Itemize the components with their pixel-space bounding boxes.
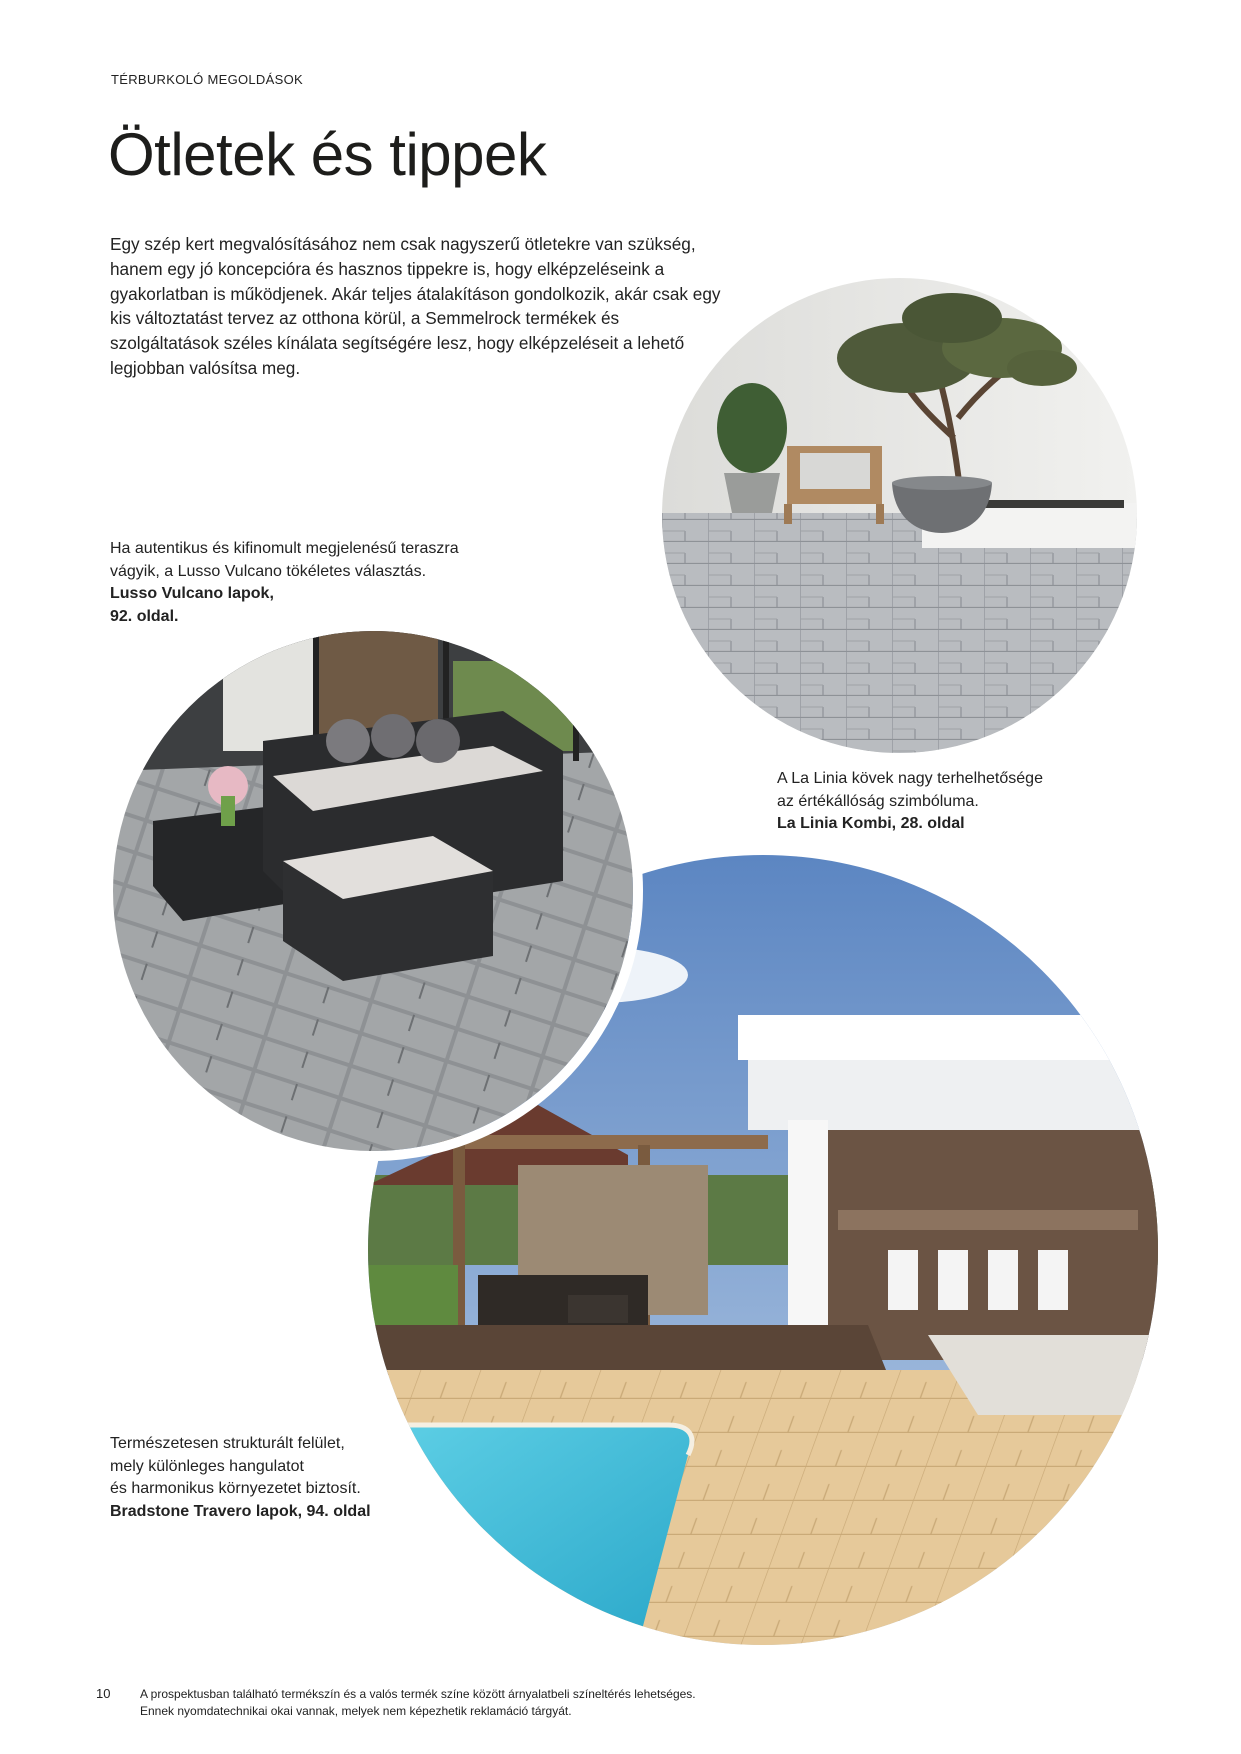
caption-la-linia [777,768,1097,836]
intro-paragraph: Egy szép kert megvalósításához nem csak nagyszerű ötletekre van szükség, hanem egy jó koncepcióra és hasznos tippekre is, hogy elképzeléseink a gyakorlatban is működjenek. Akár teljes átalakításon gondolkozik, akár csak egy kis változtatást tervez az otthona körül, a Semmelrock termékek és szolgáltatások széles kínálata segítségére lesz, hogy elképzeléseit a lehető legjobban valósítsa meg. [110,234,721,378]
caption-lusso-vulcano [110,538,510,628]
footer-disclaimer-line: Ennek nyomdatechnikai okai vannak, melyek nem képezhetik reklamáció tárgyát. [140,1704,572,1718]
caption-bradstone-travero [110,1433,450,1523]
footer-disclaimer-line: A prospektusban található termékszín és a valós termék színe között árnyalatbeli színeltérés lehetséges. [140,1687,696,1701]
caption-text-line: vágyik, a Lusso Vulcano tökéletes választás. [110,562,427,580]
lusso-vulcano-lounge-photo [103,621,643,1161]
la-linia-terrace-photo [662,278,1137,753]
caption-product-name: Lusso Vulcano lapok, [110,585,274,602]
caption-product-name: La Linia Kombi, 28. oldal [777,815,965,832]
caption-text-line: és harmonikus környezetet biztosít. [110,1480,361,1497]
caption-text-line: mely különleges hangulatot [110,1457,304,1475]
page-number: 10 [96,1686,111,1701]
caption-text-line: az értékállóság szimbóluma. [777,792,979,810]
caption-product-name: Bradstone Travero lapok, 94. oldal [110,1502,371,1520]
caption-page-reference: 92. oldal. [110,607,179,625]
caption-text-line: Természetesen strukturált felület, [110,1435,345,1452]
caption-text-line: A La Linia kövek nagy terhelhetősége [777,770,1043,787]
page-title: Ötletek és tippek [108,121,547,188]
caption-text-line: Ha autentikus és kifinomult megjelenésű teraszra [110,540,459,557]
section-label: TÉRBURKOLÓ MEGOLDÁSOK [111,72,303,87]
footer-disclaimer [140,1686,696,1720]
